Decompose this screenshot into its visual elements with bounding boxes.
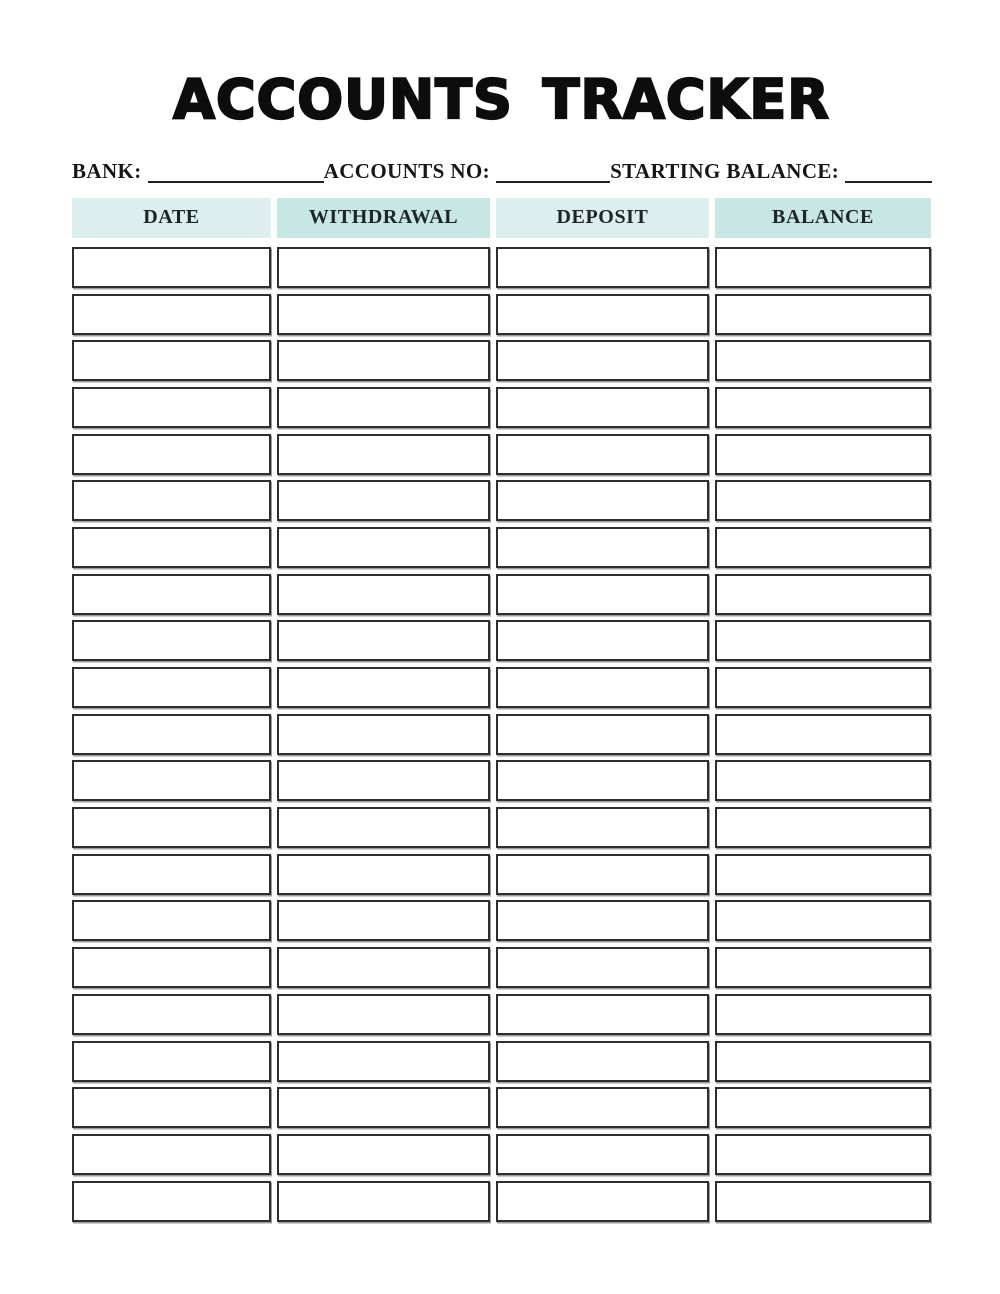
cell-date-row-17[interactable] <box>72 994 271 1035</box>
cell-balance-row-18[interactable] <box>715 1041 931 1082</box>
cell-deposit-row-16[interactable] <box>496 947 709 988</box>
cell-balance-row-1[interactable] <box>715 247 931 288</box>
cell-withdrawal-row-11[interactable] <box>277 714 490 755</box>
cell-date-row-4[interactable] <box>72 387 271 428</box>
cell-date-row-20[interactable] <box>72 1134 271 1175</box>
cell-deposit-row-2[interactable] <box>496 294 709 335</box>
cell-balance-row-15[interactable] <box>715 900 931 941</box>
cell-withdrawal-row-6[interactable] <box>277 480 490 521</box>
cell-withdrawal-row-15[interactable] <box>277 900 490 941</box>
cell-date-row-19[interactable] <box>72 1087 271 1128</box>
cell-balance-row-16[interactable] <box>715 947 931 988</box>
cell-date-row-15[interactable] <box>72 900 271 941</box>
starting-balance-input-line[interactable] <box>845 169 932 183</box>
cell-deposit-row-12[interactable] <box>496 760 709 801</box>
accounts-no-label: ACCOUNTS NO: <box>323 158 491 183</box>
cell-date-row-10[interactable] <box>72 667 271 708</box>
cell-deposit-row-3[interactable] <box>496 340 709 381</box>
cell-date-row-18[interactable] <box>72 1041 271 1082</box>
column-header-balance: BALANCE <box>715 198 931 238</box>
cell-deposit-row-6[interactable] <box>496 480 709 521</box>
cell-withdrawal-row-19[interactable] <box>277 1087 490 1128</box>
cell-date-row-16[interactable] <box>72 947 271 988</box>
cell-balance-row-6[interactable] <box>715 480 931 521</box>
cell-balance-row-7[interactable] <box>715 527 931 568</box>
cell-date-row-8[interactable] <box>72 574 271 615</box>
cell-balance-row-10[interactable] <box>715 667 931 708</box>
cell-withdrawal-row-9[interactable] <box>277 620 490 661</box>
cell-date-row-2[interactable] <box>72 294 271 335</box>
cell-deposit-row-21[interactable] <box>496 1181 709 1222</box>
cell-withdrawal-row-5[interactable] <box>277 434 490 475</box>
cell-deposit-row-1[interactable] <box>496 247 709 288</box>
cell-deposit-row-20[interactable] <box>496 1134 709 1175</box>
cell-balance-row-20[interactable] <box>715 1134 931 1175</box>
cell-date-row-14[interactable] <box>72 854 271 895</box>
cell-withdrawal-row-1[interactable] <box>277 247 490 288</box>
cell-balance-row-17[interactable] <box>715 994 931 1035</box>
cell-deposit-row-14[interactable] <box>496 854 709 895</box>
bank-input-line[interactable] <box>148 169 324 183</box>
cell-withdrawal-row-4[interactable] <box>277 387 490 428</box>
cell-deposit-row-4[interactable] <box>496 387 709 428</box>
table-body <box>72 247 931 1222</box>
cell-balance-row-12[interactable] <box>715 760 931 801</box>
cell-deposit-row-8[interactable] <box>496 574 709 615</box>
starting-balance-field <box>610 159 932 183</box>
cell-balance-row-3[interactable] <box>715 340 931 381</box>
accounts-no-input-line[interactable] <box>496 169 610 183</box>
cell-deposit-row-15[interactable] <box>496 900 709 941</box>
cell-balance-row-9[interactable] <box>715 620 931 661</box>
column-header-deposit: DEPOSIT <box>496 198 709 238</box>
cell-date-row-5[interactable] <box>72 434 271 475</box>
cell-deposit-row-11[interactable] <box>496 714 709 755</box>
cell-date-row-6[interactable] <box>72 480 271 521</box>
cell-deposit-row-19[interactable] <box>496 1087 709 1128</box>
cell-withdrawal-row-7[interactable] <box>277 527 490 568</box>
cell-date-row-1[interactable] <box>72 247 271 288</box>
cell-balance-row-19[interactable] <box>715 1087 931 1128</box>
cell-balance-row-5[interactable] <box>715 434 931 475</box>
bank-label: BANK: <box>72 158 142 183</box>
cell-withdrawal-row-14[interactable] <box>277 854 490 895</box>
cell-deposit-row-7[interactable] <box>496 527 709 568</box>
cell-deposit-row-5[interactable] <box>496 434 709 475</box>
cell-withdrawal-row-8[interactable] <box>277 574 490 615</box>
cell-deposit-row-9[interactable] <box>496 620 709 661</box>
cell-date-row-21[interactable] <box>72 1181 271 1222</box>
table-header-row <box>72 198 931 238</box>
cell-deposit-row-18[interactable] <box>496 1041 709 1082</box>
cell-withdrawal-row-17[interactable] <box>277 994 490 1035</box>
column-header-withdrawal: WITHDRAWAL <box>277 198 490 238</box>
column-header-date: DATE <box>72 198 271 238</box>
starting-balance-label: STARTING BALANCE: <box>610 158 840 183</box>
cell-withdrawal-row-16[interactable] <box>277 947 490 988</box>
cell-date-row-3[interactable] <box>72 340 271 381</box>
cell-withdrawal-row-2[interactable] <box>277 294 490 335</box>
cell-balance-row-21[interactable] <box>715 1181 931 1222</box>
cell-date-row-11[interactable] <box>72 714 271 755</box>
cell-withdrawal-row-13[interactable] <box>277 807 490 848</box>
cell-withdrawal-row-18[interactable] <box>277 1041 490 1082</box>
cell-balance-row-4[interactable] <box>715 387 931 428</box>
cell-date-row-13[interactable] <box>72 807 271 848</box>
cell-date-row-7[interactable] <box>72 527 271 568</box>
cell-balance-row-11[interactable] <box>715 714 931 755</box>
page-title: ACCOUNTS TRACKER <box>173 68 830 131</box>
cell-date-row-9[interactable] <box>72 620 271 661</box>
cell-deposit-row-10[interactable] <box>496 667 709 708</box>
page-content <box>72 0 931 1222</box>
cell-withdrawal-row-3[interactable] <box>277 340 490 381</box>
cell-balance-row-14[interactable] <box>715 854 931 895</box>
account-info-row <box>72 159 931 183</box>
cell-withdrawal-row-21[interactable] <box>277 1181 490 1222</box>
accounts-no-field <box>324 159 610 183</box>
cell-withdrawal-row-20[interactable] <box>277 1134 490 1175</box>
cell-withdrawal-row-12[interactable] <box>277 760 490 801</box>
accounts-table <box>72 198 931 1222</box>
cell-balance-row-8[interactable] <box>715 574 931 615</box>
cell-deposit-row-17[interactable] <box>496 994 709 1035</box>
bank-field <box>72 159 324 183</box>
cell-withdrawal-row-10[interactable] <box>277 667 490 708</box>
cell-balance-row-13[interactable] <box>715 807 931 848</box>
cell-date-row-12[interactable] <box>72 760 271 801</box>
cell-deposit-row-13[interactable] <box>496 807 709 848</box>
cell-balance-row-2[interactable] <box>715 294 931 335</box>
